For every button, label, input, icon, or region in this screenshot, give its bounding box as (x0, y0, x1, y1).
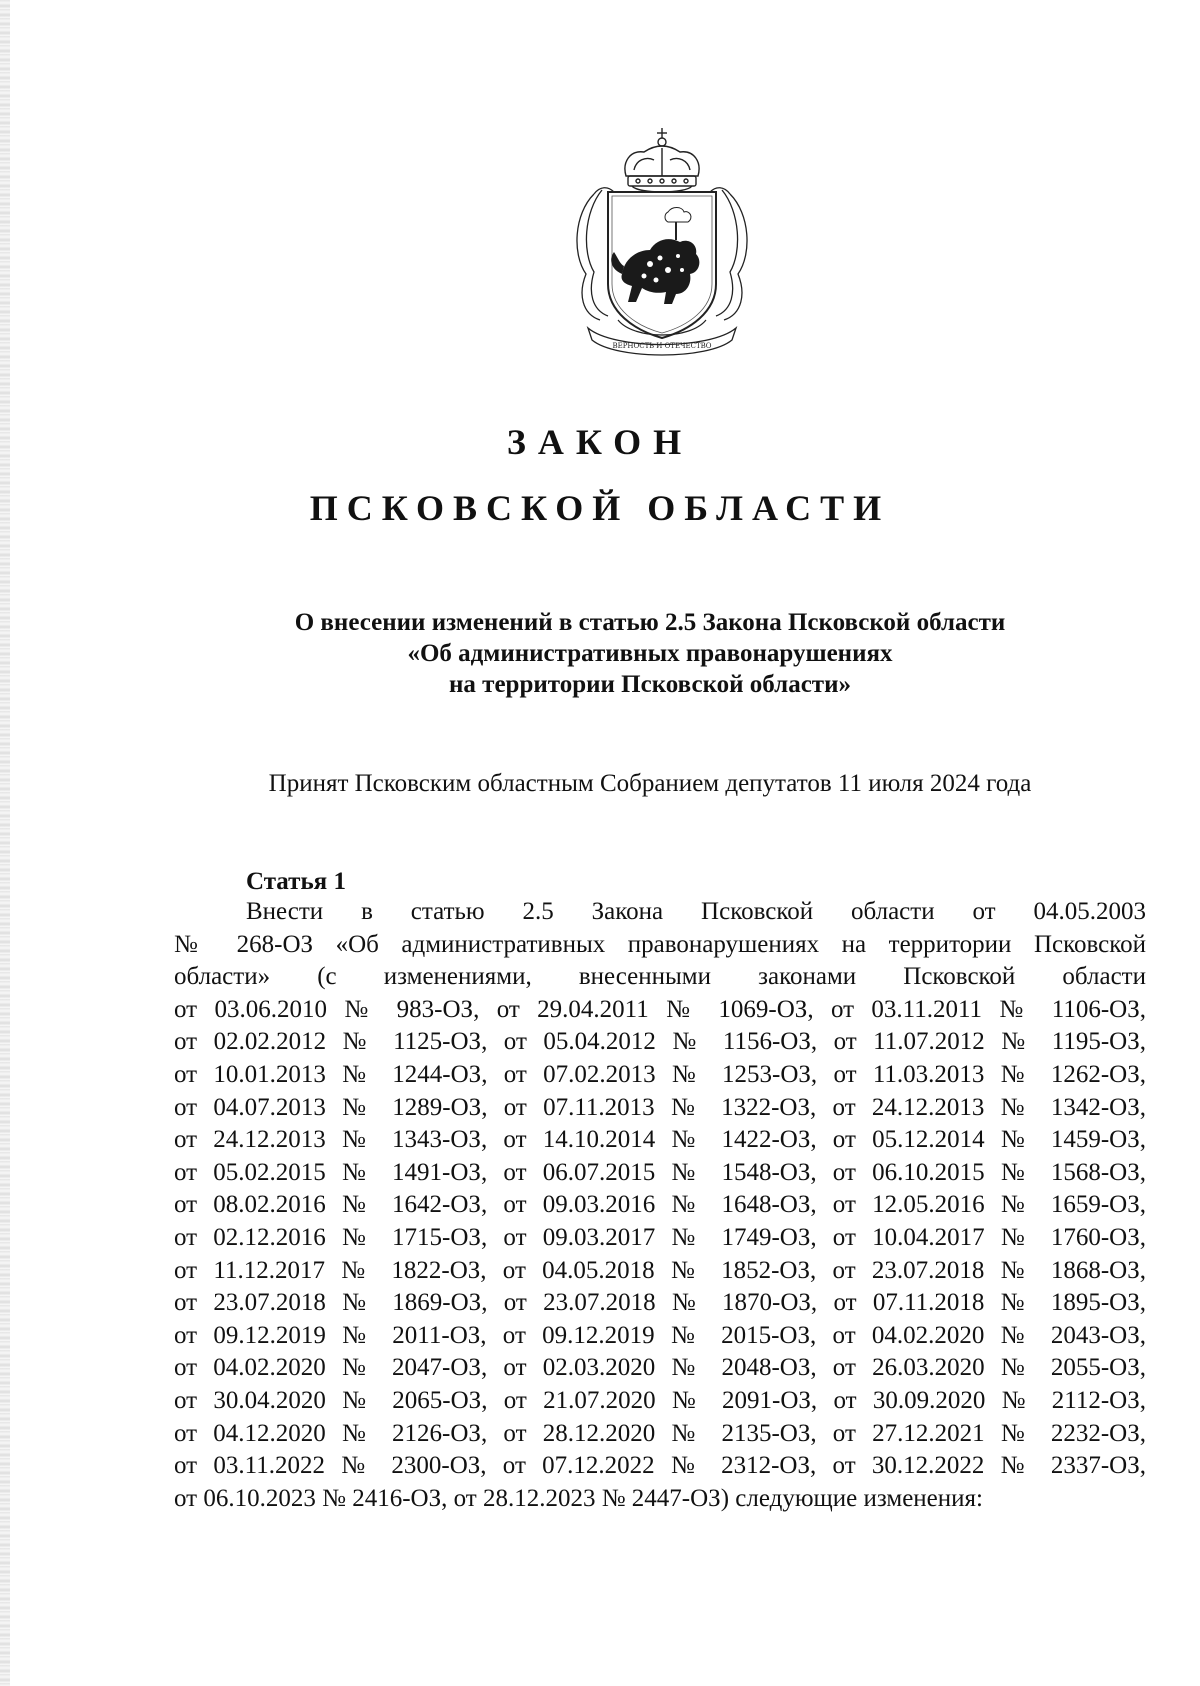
article-heading: Статья 1 (246, 868, 346, 895)
law-heading-line: на территории Псковской области» (449, 671, 851, 698)
article-line: от 03.06.2010 № 983-ОЗ, от 29.04.2011 № 1069-ОЗ, от 03.11.2011 № 1106-ОЗ, (174, 995, 1146, 1023)
article-line: от 04.02.2020 № 2047-ОЗ, от 02.03.2020 № 2048-ОЗ, от 26.03.2020 № 2055-ОЗ, (174, 1354, 1146, 1382)
adoption-statement: Принят Псковским областным Собранием депутатов 11 июля 2024 года (268, 770, 1032, 797)
article-line: от 03.11.2022 № 2300-ОЗ, от 07.12.2022 № 2312-ОЗ, от 30.12.2022 № 2337-ОЗ, (174, 1452, 1146, 1480)
article-line: от 04.12.2020 № 2126-ОЗ, от 28.12.2020 № 2135-ОЗ, от 27.12.2021 № 2232-ОЗ, (174, 1419, 1146, 1447)
document-subtitle: ПСКОВСКОЙ ОБЛАСТИ (309, 488, 891, 528)
article-line: от 02.12.2016 № 1715-ОЗ, от 09.03.2017 № 1749-ОЗ, от 10.04.2017 № 1760-ОЗ, (174, 1223, 1146, 1251)
article-line: № 268-ОЗ «Об административных правонарушениях на территории Псковской (174, 930, 1146, 958)
article-line: от 09.12.2019 № 2011-ОЗ, от 09.12.2019 № 2015-ОЗ, от 04.02.2020 № 2043-ОЗ, (174, 1321, 1146, 1349)
scan-left-edge (0, 0, 10, 1686)
article-line: от 30.04.2020 № 2065-ОЗ, от 21.07.2020 № 2091-ОЗ, от 30.09.2020 № 2112-ОЗ, (174, 1386, 1146, 1414)
article-line: от 05.02.2015 № 1491-ОЗ, от 06.07.2015 № 1548-ОЗ, от 06.10.2015 № 1568-ОЗ, (174, 1158, 1146, 1186)
article-line: от 23.07.2018 № 1869-ОЗ, от 23.07.2018 № 1870-ОЗ, от 07.11.2018 № 1895-ОЗ, (174, 1289, 1146, 1317)
article-line: от 06.10.2023 № 2416-ОЗ, от 28.12.2023 № 2447-ОЗ) следующие изменения: (174, 1484, 983, 1512)
law-heading-line: «Об административных правонарушениях (407, 640, 893, 667)
article-line: области» (с изменениями, внесенными законами Псковской области (174, 963, 1146, 991)
emblem-motto: ВЕРНОСТЬ И ОТЕЧЕСТВО (612, 342, 712, 350)
document-title: ЗАКОН (506, 422, 694, 462)
article-body (174, 896, 1146, 1515)
pskov-coat-of-arms-icon (564, 124, 760, 360)
law-heading (200, 607, 1100, 700)
article-line: от 11.12.2017 № 1822-ОЗ, от 04.05.2018 № 1852-ОЗ, от 23.07.2018 № 1868-ОЗ, (174, 1256, 1146, 1284)
article-line: от 10.01.2013 № 1244-ОЗ, от 07.02.2013 № 1253-ОЗ, от 11.03.2013 № 1262-ОЗ, (174, 1060, 1146, 1088)
article-line: от 04.07.2013 № 1289-ОЗ, от 07.11.2013 № 1322-ОЗ, от 24.12.2013 № 1342-ОЗ, (174, 1093, 1146, 1121)
article-line: Внести в статью 2.5 Закона Псковской области от 04.05.2003 (246, 898, 1146, 925)
law-heading-line: О внесении изменений в статью 2.5 Закона Псковской области (294, 609, 1006, 636)
article-line: от 02.02.2012 № 1125-ОЗ, от 05.04.2012 № 1156-ОЗ, от 11.07.2012 № 1195-ОЗ, (174, 1028, 1146, 1056)
article-line: от 24.12.2013 № 1343-ОЗ, от 14.10.2014 № 1422-ОЗ, от 05.12.2014 № 1459-ОЗ, (174, 1126, 1146, 1154)
article-line: от 08.02.2016 № 1642-ОЗ, от 09.03.2016 № 1648-ОЗ, от 12.05.2016 № 1659-ОЗ, (174, 1191, 1146, 1219)
